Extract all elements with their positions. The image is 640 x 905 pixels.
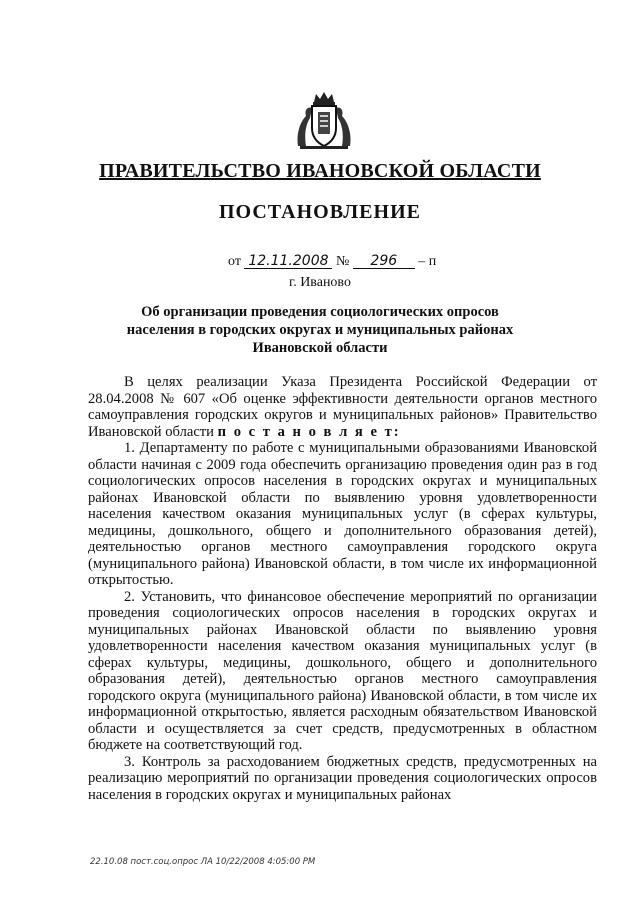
government-title: ПРАВИТЕЛЬСТВО ИВАНОВСКОЙ ОБЛАСТИ [99, 160, 541, 182]
coat-of-arms-emblem [292, 88, 356, 152]
decree-word: п о с т а н о в л я е т: [217, 423, 401, 440]
subject-line: Об организации проведения социологических опросов [141, 304, 499, 320]
subject-line: Ивановской области [252, 340, 388, 356]
from-label: от [228, 254, 241, 269]
number-suffix: – п [418, 254, 437, 269]
date-number-line [228, 254, 478, 270]
document-type: ПОСТАНОВЛЕНИЕ [219, 201, 421, 223]
document-number: 296 [353, 254, 415, 269]
document-date: 12.11.2008 [244, 254, 332, 269]
preamble-paragraph [88, 374, 597, 440]
body-paragraph-2: 2. Установить, что финансовое обеспечение мероприятий по организации проведения социологических опросов населения в городских округах и муниципальных районах Ивановской области по выявлению уровня удовлетворенности населения качеством оказания муниципальных услуг (в сферах культуры, медицины, дошкольного, общего и дополнительного образования детей), деятельностью органов местного самоуправления городского округа (муниципального района) Ивановской области, в том числе их информационной открытостью, является расходным обязательством Ивановской области и осуществляется за счет средств, предусмотренных в областном бюджете на соответствующий год. [88, 588, 597, 753]
body-paragraph-3: 3. Контроль за расходованием бюджетных средств, предусмотренных на реализацию мероприятий по организации проведения социологических опросов населения в городских округах и муниципальных районах [88, 753, 597, 803]
document-subject [120, 303, 520, 357]
body-paragraph-1: 1. Департаменту по работе с муниципальными образованиями Ивановской области начиная с 2009 года обеспечить организацию проведения один раз в год социологических опросов населения в городских округах и муниципальных районах Ивановской области по выявлению уровня удовлетворенности населения качеством оказания муниципальных услуг (в сферах культуры, медицины, дошкольного, общего и дополнительного образования детей), деятельностью органов местного самоуправления городского округа (муниципального района) Ивановской области, в том числе их информационной открытостью. [88, 440, 597, 588]
subject-line: населения в городских округах и муниципальных районах [126, 322, 514, 338]
city-name: г. Иваново [289, 275, 351, 290]
document-body [88, 374, 597, 803]
preamble-text: В целях реализации Указа Президента Российской Федерации от 28.04.2008 № 607 «Об оценке эффективности деятельности органов местного самоуправления городских округов и муниципальных районов» Правительство Ивановской области [88, 374, 597, 440]
footer-file-info: 22.10.08 пост.соц.опрос ЛА 10/22/2008 4:05:00 PM [90, 857, 316, 867]
number-label: № [335, 254, 350, 269]
